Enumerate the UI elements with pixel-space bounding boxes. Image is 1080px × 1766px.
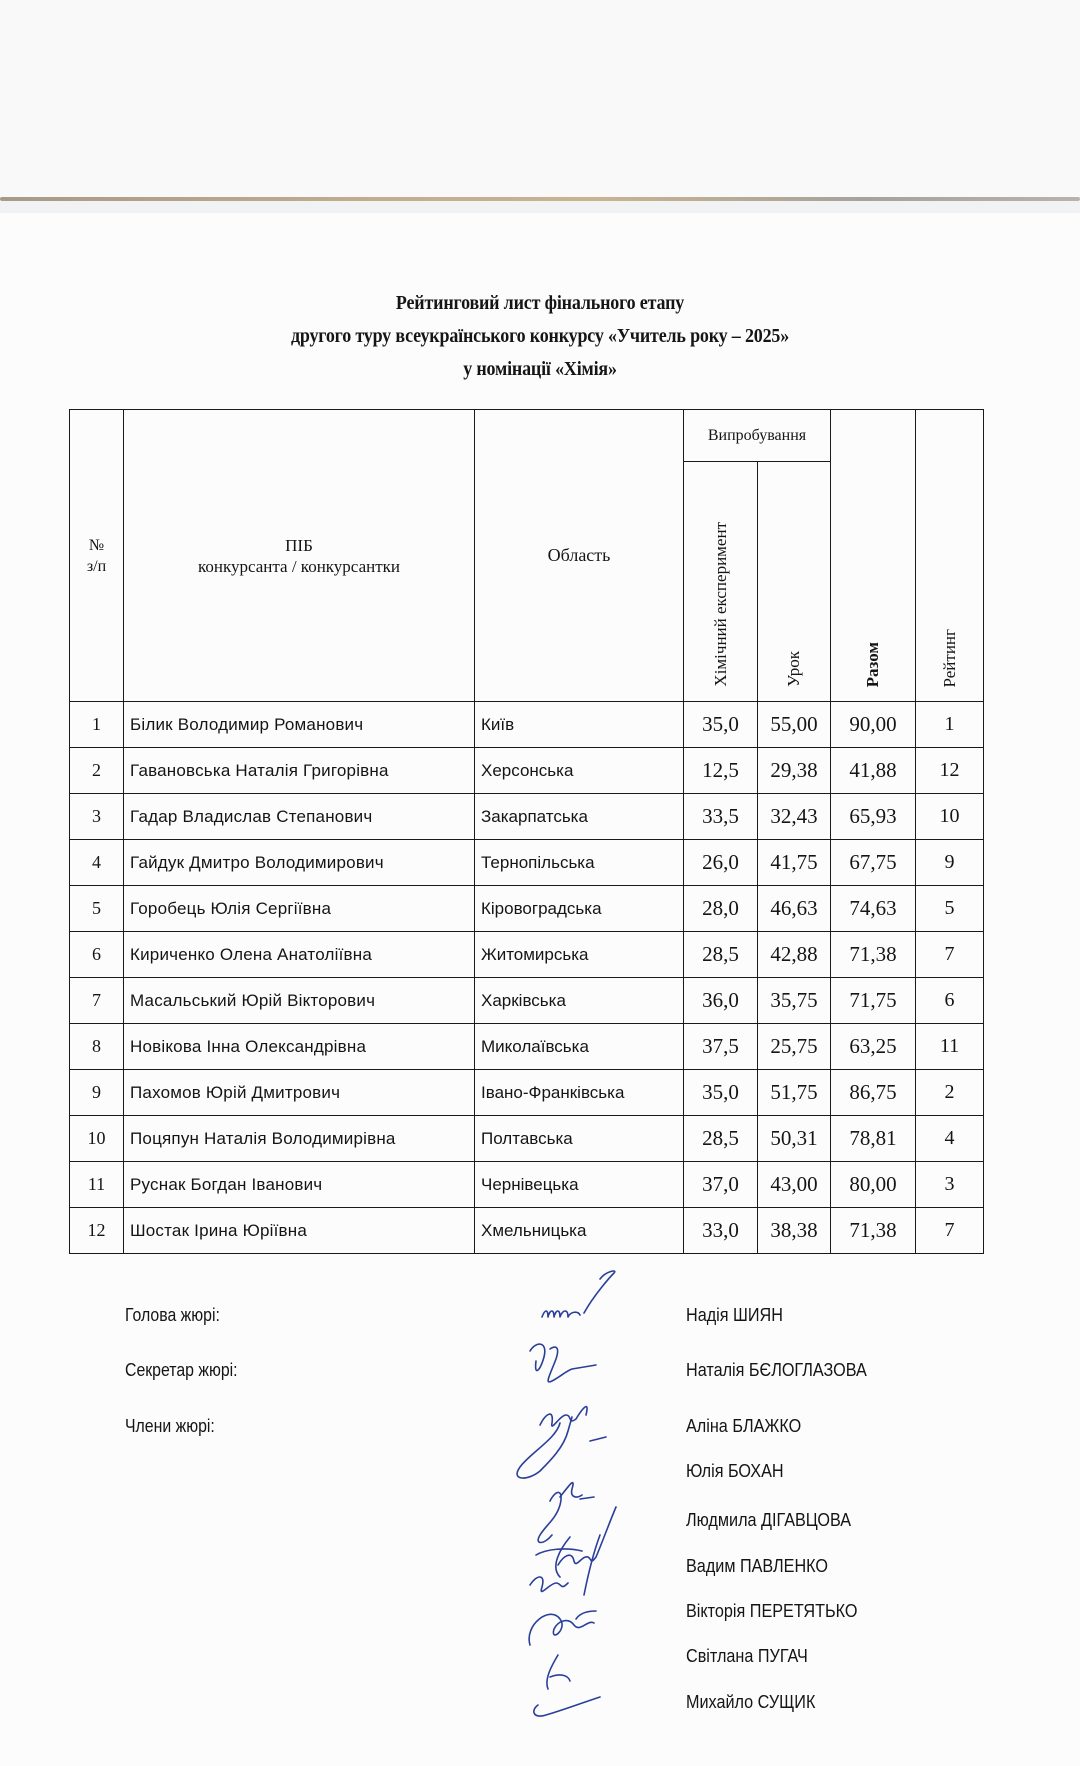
contestant-name: Пахомов Юрій Дмитрович	[124, 1070, 475, 1116]
row-number: 7	[70, 978, 124, 1024]
row-number: 3	[70, 794, 124, 840]
chem-experiment-score: 35,0	[684, 702, 758, 748]
row-number: 11	[70, 1162, 124, 1208]
total-score: 78,81	[831, 1116, 916, 1162]
total-score: 71,75	[831, 978, 916, 1024]
header-chem-experiment-label: Хімічний експеримент	[710, 522, 730, 687]
header-tests-group: Випробування	[684, 410, 831, 462]
header-rank-label: Рейтинг	[939, 628, 959, 687]
region: Хмельницька	[475, 1208, 684, 1254]
contestant-name: Новікова Інна Олександрівна	[124, 1024, 475, 1070]
paper-fold-shadow	[0, 201, 1080, 213]
header-name-subtitle: конкурсанта / конкурсантки	[197, 556, 400, 576]
total-score: 80,00	[831, 1162, 916, 1208]
header-chem-experiment	[684, 462, 758, 702]
lesson-score: 43,00	[758, 1162, 831, 1208]
contestant-name: Кириченко Олена Анатоліївна	[124, 932, 475, 978]
signature-member-5-icon	[534, 1697, 600, 1716]
jury-member-name: Вікторія ПЕРЕТЯТЬКО	[686, 1601, 858, 1621]
region: Тернопільська	[475, 840, 684, 886]
table-row	[70, 932, 984, 978]
lesson-score: 55,00	[758, 702, 831, 748]
jury-secretary-name: Наталія БЄЛОГЛАЗОВА	[686, 1360, 867, 1380]
total-score: 67,75	[831, 840, 916, 886]
region: Чернівецька	[475, 1162, 684, 1208]
table-row	[70, 702, 984, 748]
chem-experiment-score: 26,0	[684, 840, 758, 886]
contestant-name: Шостак Ірина Юріївна	[124, 1208, 475, 1254]
row-number: 6	[70, 932, 124, 978]
jury-member-name: Вадим ПАВЛЕНКО	[686, 1556, 829, 1576]
rank: 7	[916, 932, 984, 978]
contestant-name: Масальський Юрій Вікторович	[124, 978, 475, 1024]
signature-member-3-icon	[530, 1507, 616, 1595]
rank: 6	[916, 978, 984, 1024]
lesson-score: 35,75	[758, 978, 831, 1024]
contestant-name: Гайдук Дмитро Володимирович	[124, 840, 475, 886]
chem-experiment-score: 28,5	[684, 932, 758, 978]
chem-experiment-score: 33,0	[684, 1208, 758, 1254]
row-number: 4	[70, 840, 124, 886]
header-number-sign: №	[88, 536, 105, 554]
signature-member-2-icon	[538, 1483, 594, 1543]
chem-experiment-score: 35,0	[684, 1070, 758, 1116]
document-title	[54, 287, 1026, 386]
lesson-score: 25,75	[758, 1024, 831, 1070]
jury-secretary-label: Секретар жюрі:	[125, 1360, 238, 1380]
title-line-1: Рейтинговий лист фінального етапу	[395, 292, 685, 314]
table-row	[70, 1162, 984, 1208]
jury-member-name: Михайло СУЩИК	[686, 1692, 816, 1712]
signature-member-4-icon	[529, 1611, 596, 1689]
rank: 3	[916, 1162, 984, 1208]
header-name-title: ПІБ	[285, 535, 313, 555]
region: Харківська	[475, 978, 684, 1024]
table-row	[70, 1024, 984, 1070]
header-lesson-label: Урок	[784, 651, 803, 687]
jury-member-name: Юлія БОХАН	[686, 1461, 784, 1481]
chem-experiment-score: 37,5	[684, 1024, 758, 1070]
header-rank	[916, 410, 984, 702]
table-row	[70, 1070, 984, 1116]
jury-member-name: Людмила ДІГАВЦОВА	[686, 1510, 852, 1530]
header-total	[831, 410, 916, 702]
table-row	[70, 1208, 984, 1254]
title-line-2: другого туру всеукраїнського конкурсу «Учитель року – 2025»	[290, 325, 790, 347]
region: Миколаївська	[475, 1024, 684, 1070]
header-number-abbr: з/п	[86, 557, 107, 575]
row-number: 5	[70, 886, 124, 932]
rank: 1	[916, 702, 984, 748]
total-score: 63,25	[831, 1024, 916, 1070]
handwritten-signatures	[500, 1265, 690, 1725]
rank: 4	[916, 1116, 984, 1162]
rank: 2	[916, 1070, 984, 1116]
row-number: 12	[70, 1208, 124, 1254]
rating-table	[69, 409, 984, 1254]
row-number: 10	[70, 1116, 124, 1162]
jury-chair-label: Голова жюрі:	[125, 1305, 220, 1325]
lesson-score: 32,43	[758, 794, 831, 840]
lesson-score: 29,38	[758, 748, 831, 794]
contestant-name: Поцяпун Наталія Володимирівна	[124, 1116, 475, 1162]
header-row-1	[70, 410, 984, 462]
chem-experiment-score: 12,5	[684, 748, 758, 794]
total-score: 71,38	[831, 932, 916, 978]
header-lesson	[758, 462, 831, 702]
chem-experiment-score: 28,0	[684, 886, 758, 932]
total-score: 71,38	[831, 1208, 916, 1254]
jury-member-name: Світлана ПУГАЧ	[686, 1646, 808, 1666]
total-score: 74,63	[831, 886, 916, 932]
chem-experiment-score: 37,0	[684, 1162, 758, 1208]
contestant-name: Гавановська Наталія Григорівна	[124, 748, 475, 794]
rank: 11	[916, 1024, 984, 1070]
region: Кіровоградська	[475, 886, 684, 932]
header-number	[70, 410, 124, 702]
region: Полтавська	[475, 1116, 684, 1162]
table-row	[70, 794, 984, 840]
header-name	[124, 410, 475, 702]
lesson-score: 41,75	[758, 840, 831, 886]
region: Херсонська	[475, 748, 684, 794]
rank: 5	[916, 886, 984, 932]
rank: 10	[916, 794, 984, 840]
jury-member-name: Аліна БЛАЖКО	[686, 1416, 802, 1436]
lesson-score: 50,31	[758, 1116, 831, 1162]
rank: 7	[916, 1208, 984, 1254]
row-number: 8	[70, 1024, 124, 1070]
contestant-name: Руснак Богдан Іванович	[124, 1162, 475, 1208]
row-number: 2	[70, 748, 124, 794]
table-row	[70, 886, 984, 932]
lesson-score: 38,38	[758, 1208, 831, 1254]
jury-chair-name: Надія ШИЯН	[686, 1305, 783, 1325]
lesson-score: 42,88	[758, 932, 831, 978]
rank: 9	[916, 840, 984, 886]
chem-experiment-score: 36,0	[684, 978, 758, 1024]
table-row	[70, 978, 984, 1024]
table-row	[70, 1116, 984, 1162]
contestant-name: Гадар Владислав Степанович	[124, 794, 475, 840]
header-region: Область	[475, 410, 684, 702]
top-sheet-edge	[0, 0, 1080, 199]
contestant-name: Горобець Юлія Сергіївна	[124, 886, 475, 932]
region: Житомирська	[475, 932, 684, 978]
signature-chair-icon	[542, 1271, 615, 1317]
row-number: 1	[70, 702, 124, 748]
total-score: 41,88	[831, 748, 916, 794]
table-row	[70, 748, 984, 794]
total-score: 90,00	[831, 702, 916, 748]
title-line-3: у номінації «Хімія»	[463, 358, 617, 380]
row-number: 9	[70, 1070, 124, 1116]
signature-secretary-icon	[530, 1344, 596, 1382]
total-score: 65,93	[831, 794, 916, 840]
rank: 12	[916, 748, 984, 794]
region: Закарпатська	[475, 794, 684, 840]
contestant-name: Білик Володимир Романович	[124, 702, 475, 748]
jury-members-label: Члени жюрі:	[125, 1416, 215, 1436]
chem-experiment-score: 28,5	[684, 1116, 758, 1162]
region: Київ	[475, 702, 684, 748]
lesson-score: 51,75	[758, 1070, 831, 1116]
table-row	[70, 840, 984, 886]
chem-experiment-score: 33,5	[684, 794, 758, 840]
region: Івано-Франківська	[475, 1070, 684, 1116]
total-score: 86,75	[831, 1070, 916, 1116]
header-total-label: Разом	[863, 641, 883, 687]
signature-member-1-icon	[517, 1407, 606, 1478]
lesson-score: 46,63	[758, 886, 831, 932]
